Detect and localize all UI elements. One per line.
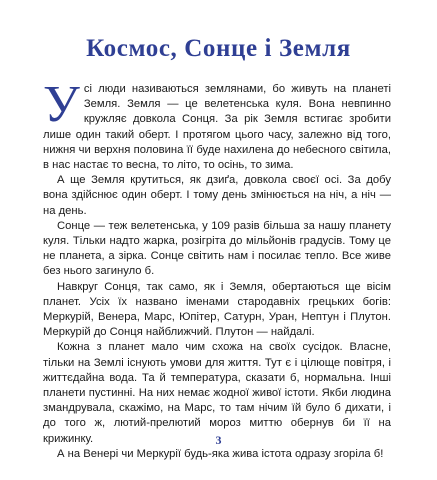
page-number: 3 [215,433,222,447]
paragraph-1-text: сі люди називаються землянами, бо живуть на планеті Земля. Земля — це велетенська куля. Вона невпинно кружляє довкола Сонця. За рік Земля встигає зробити лише один такий оберт. І протягом цього часу, залежно від того, нижня чи верхня половина її буде нахилена до небесного світила, в нас настає то весна, то літо, то осінь, то зима. [43,83,391,172]
paragraph-5: Кожна з планет мало чим схожа на своїх сусідок. Власне, тільки на Землі існують умови для життя. Тут є і цілюще повітря, і життєдайна вода. Та й температура, сказати б, нормальна. Інші планети пустинні. На них немає жодної живої істоти. Якби людина змандрувала, скажімо, на Марс, то там нічим їй було б дихати, і до того ж, лютий-прелютий мороз миттю обернув би її на крижинку. [43,341,391,445]
page-title: Космос, Сонце і Земля [86,35,351,62]
paragraph-2: А ще Земля крутиться, як дзиґа, довкола своєї осі. За добу вона здійснює один оберт. І тому день змінюється на ніч, а ніч — на день. [43,174,391,217]
drop-cap: У [43,76,80,133]
paragraph-6: А на Венері чи Меркурії будь-яка жива істота одразу згоріла б! [57,447,384,460]
paragraph-1 [43,76,391,173]
paragraph-4: Навкруг Сонця, так само, як і Земля, обертаються ще вісім планет. Усіх їх названо іменами стародавніх грецьких богів: Меркурій, Венера, Марс, Юпітер, Сатурн, Уран, Нептун і Плутон. Меркурій до Сонця найближчий. Плутон — найдалі. [43,280,391,339]
article-body [43,76,391,462]
paragraph-3: Сонце — теж велетенська, у 109 разів більша за нашу планету куля. Тільки надто жарка, розігріта до мільйонів градусів. Тому це не планета, а зірка. Сонце світить нам і посилає тепло. Все живе без нього загинуло б. [43,219,391,278]
